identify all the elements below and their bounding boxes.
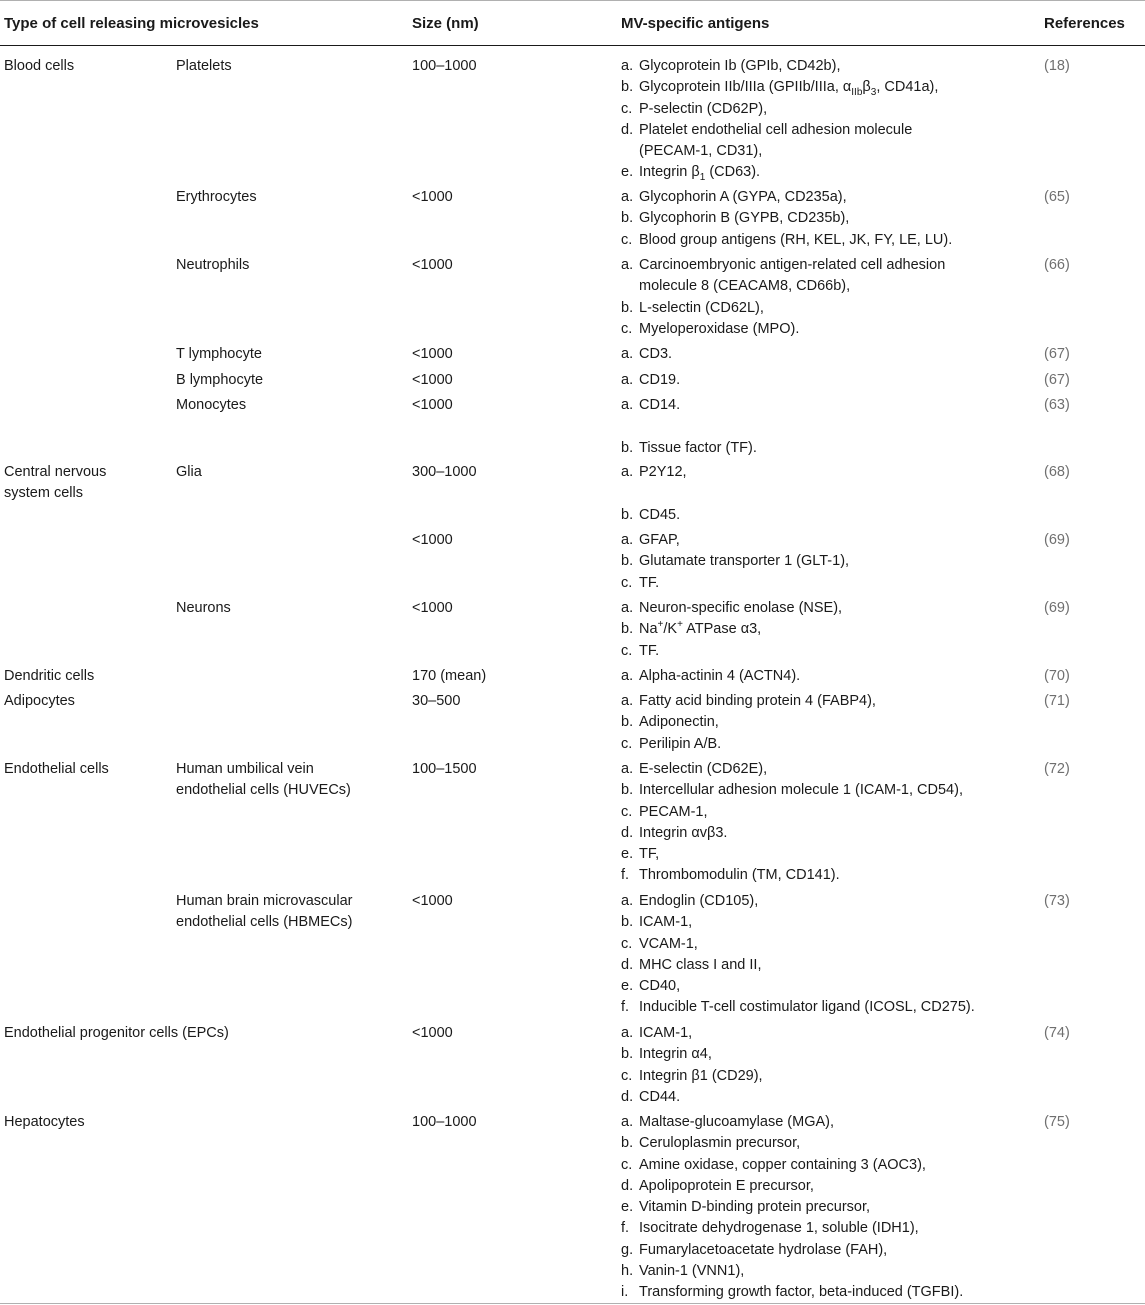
cell-size: 170 (mean) [412, 668, 487, 684]
cell-cell-group: Dendritic cells [4, 668, 95, 684]
antigen-item: c. Blood group antigens (RH, KEL, JK, FY, LE, LU). [621, 231, 953, 248]
header-cell-type: Type of cell releasing microvesicles [4, 15, 259, 32]
cell-antigens [621, 598, 842, 662]
antigen-item: c. VCAM-1, [621, 935, 698, 952]
cell-cell-subtype: B lymphocyte [176, 372, 264, 388]
antigen-item: f. Isocitrate dehydrogenase 1, soluble (IDH1), [621, 1220, 919, 1237]
antigen-item: c. Myeloperoxidase (MPO). [621, 320, 800, 337]
cell-reference: (73) [1044, 893, 1070, 909]
antigen-item: f. Thrombomodulin (TM, CD141). [621, 867, 840, 884]
antigen-item: b. Ceruloplasmin precursor, [621, 1135, 801, 1152]
cell-reference: (67) [1044, 372, 1070, 388]
antigen-item: a. ICAM-1, [621, 1025, 693, 1041]
cell-antigens [621, 462, 687, 526]
antigen-item: b. Na+/K+ ATPase α3, [621, 619, 762, 638]
cell-antigens [621, 530, 849, 594]
antigen-item: d. Apolipoprotein E precursor, [621, 1177, 814, 1194]
cell-reference: (70) [1044, 668, 1070, 684]
cell-size: <1000 [412, 532, 453, 548]
cell-size: <1000 [412, 1025, 453, 1041]
antigen-item: c. Perilipin A/B. [621, 735, 722, 752]
antigen-item: b. Adiponectin, [621, 714, 719, 731]
cell-reference: (67) [1044, 346, 1070, 362]
cell-reference: (69) [1044, 600, 1070, 616]
cell-cell-group: Central nervous system cells [4, 464, 107, 502]
cell-reference: (66) [1044, 257, 1070, 273]
antigen-item: a. Fatty acid binding protein 4 (FABP4), [621, 693, 876, 709]
cell-reference: (68) [1044, 464, 1070, 480]
antigen-item: c. Integrin β1 (CD29), [621, 1067, 763, 1084]
antigen-item: h. Vanin-1 (VNN1), [621, 1263, 745, 1280]
cell-reference: (69) [1044, 532, 1070, 548]
antigen-item [621, 416, 757, 437]
cell-cell-subtype: Monocytes [176, 397, 247, 413]
cell-size: 30–500 [412, 693, 461, 709]
cell-antigens [621, 187, 952, 251]
antigen-item: a. P2Y12, [621, 464, 687, 480]
antigen-item: e. TF, [621, 846, 660, 863]
table-header [0, 0, 1145, 46]
cell-size: <1000 [412, 600, 453, 616]
antigen-item: b. L-selectin (CD62L), [621, 299, 764, 316]
cell-antigens [621, 691, 876, 755]
antigen-item: a. Glycophorin A (GYPA, CD235a), [621, 189, 847, 205]
cell-cell-group: Blood cells [4, 58, 75, 74]
antigen-item: b. CD45. [621, 506, 681, 523]
cell-antigens [621, 1112, 963, 1304]
antigen-item: f. Inducible T-cell costimulator ligand (ICOSL, CD275). [621, 999, 975, 1016]
antigen-item: d. CD44. [621, 1088, 681, 1105]
cell-size: 300–1000 [412, 464, 477, 480]
cell-antigens [621, 56, 938, 184]
cell-cell-group: Hepatocytes [4, 1114, 85, 1130]
antigen-item: a. Carcinoembryonic antigen-related cell adhesion [621, 257, 946, 273]
cell-reference: (72) [1044, 761, 1070, 777]
cell-reference: (74) [1044, 1025, 1070, 1041]
cell-cell-subtype: Neurons [176, 600, 231, 616]
antigen-item: a. Maltase-glucoamylase (MGA), [621, 1114, 834, 1130]
header-cell-antigens: MV-specific antigens [621, 15, 770, 32]
cell-cell-subtype: Human umbilical vein endothelial cells (HUVECs) [176, 761, 351, 799]
antigen-item: a. Glycoprotein Ib (GPIb, CD42b), [621, 58, 841, 74]
cell-size: <1000 [412, 257, 453, 273]
cell-size: <1000 [412, 893, 453, 909]
header-cell-references: References [1044, 15, 1125, 32]
cell-reference: (65) [1044, 189, 1070, 205]
table-bottom-rule [0, 1303, 1145, 1304]
antigen-item: e. CD40, [621, 978, 681, 995]
cell-cell-group: Adipocytes [4, 693, 75, 709]
antigen-item: a. CD19. [621, 372, 681, 388]
cell-cell-subtype: Erythrocytes [176, 189, 257, 205]
cell-antigens [621, 370, 680, 391]
antigen-item: a. CD14. [621, 397, 681, 413]
antigen-item: c. P-selectin (CD62P), [621, 100, 768, 117]
antigen-item: molecule 8 (CEACAM8, CD66b), [639, 278, 851, 295]
antigen-item: c. TF. [621, 574, 660, 591]
cell-size: 100–1000 [412, 58, 477, 74]
antigen-item [621, 483, 687, 504]
antigen-item: a. Endoglin (CD105), [621, 893, 759, 909]
antigen-item: b. Tissue factor (TF). [621, 439, 757, 456]
antigen-item: a. GFAP, [621, 532, 680, 548]
antigen-item: (PECAM-1, CD31), [639, 143, 763, 160]
antigen-item: e. Integrin $\beta_1$ (CD63). [621, 164, 761, 184]
antigen-item: b. Glycophorin B (GYPB, CD235b), [621, 210, 850, 227]
cell-cell-group: Endothelial progenitor cells (EPCs) [4, 1025, 229, 1041]
antigen-item: a. E-selectin (CD62E), [621, 761, 768, 777]
antigen-item: b. ICAM-1, [621, 914, 693, 931]
cell-antigens [621, 395, 757, 459]
cell-cell-subtype: Platelets [176, 58, 232, 74]
cell-reference: (63) [1044, 397, 1070, 413]
cell-reference: (71) [1044, 693, 1070, 709]
cell-antigens [621, 255, 945, 340]
cell-cell-subtype: T lymphocyte [176, 346, 262, 362]
antigen-item: c. Amine oxidase, copper containing 3 (AOC3), [621, 1156, 926, 1173]
antigen-item: i. Transforming growth factor, beta-induced (TGFBI). [621, 1284, 964, 1301]
cell-antigens [621, 891, 975, 1019]
cell-cell-subtype: Glia [176, 464, 202, 480]
cell-antigens [621, 344, 672, 365]
antigen-item: c. TF. [621, 642, 660, 659]
antigen-item: a. Alpha-actinin 4 (ACTN4). [621, 668, 801, 684]
cell-cell-subtype: Neutrophils [176, 257, 250, 273]
cell-size: <1000 [412, 189, 453, 205]
cell-cell-group: Endothelial cells [4, 761, 109, 777]
antigen-item: b. Glutamate transporter 1 (GLT-1), [621, 553, 850, 570]
cell-size: 100–1500 [412, 761, 477, 777]
antigen-item: a. CD3. [621, 346, 673, 362]
cell-size: <1000 [412, 397, 453, 413]
antigen-item: b. Glycoprotein IIb/IIIa (GPIIb/IIIa, $\alpha_{IIb}\beta_3$, CD41a), [621, 79, 939, 99]
antigen-item: e. Vitamin D-binding protein precursor, [621, 1199, 871, 1216]
antigen-item: g. Fumarylacetoacetate hydrolase (FAH), [621, 1241, 888, 1258]
cell-size: <1000 [412, 346, 453, 362]
cell-reference: (18) [1044, 58, 1070, 74]
cell-cell-subtype: Human brain microvascular endothelial cells (HBMECs) [176, 893, 353, 931]
cell-antigens [621, 759, 963, 887]
antigen-item: d. Integrin αvβ3. [621, 824, 728, 841]
cell-antigens [621, 666, 800, 687]
cell-antigens [621, 1023, 763, 1108]
antigen-item: d. MHC class I and II, [621, 956, 762, 973]
cell-size: 100–1000 [412, 1114, 477, 1130]
cell-reference: (75) [1044, 1114, 1070, 1130]
cell-size: <1000 [412, 372, 453, 388]
header-cell-size: Size (nm) [412, 15, 479, 32]
antigen-item: c. PECAM-1, [621, 803, 708, 820]
antigen-item: a. Neuron-specific enolase (NSE), [621, 600, 843, 616]
antigen-item: d. Platelet endothelial cell adhesion molecule [621, 121, 913, 138]
antigen-item: b. Intercellular adhesion molecule 1 (ICAM-1, CD54), [621, 782, 963, 799]
antigen-item: b. Integrin α4, [621, 1046, 712, 1063]
